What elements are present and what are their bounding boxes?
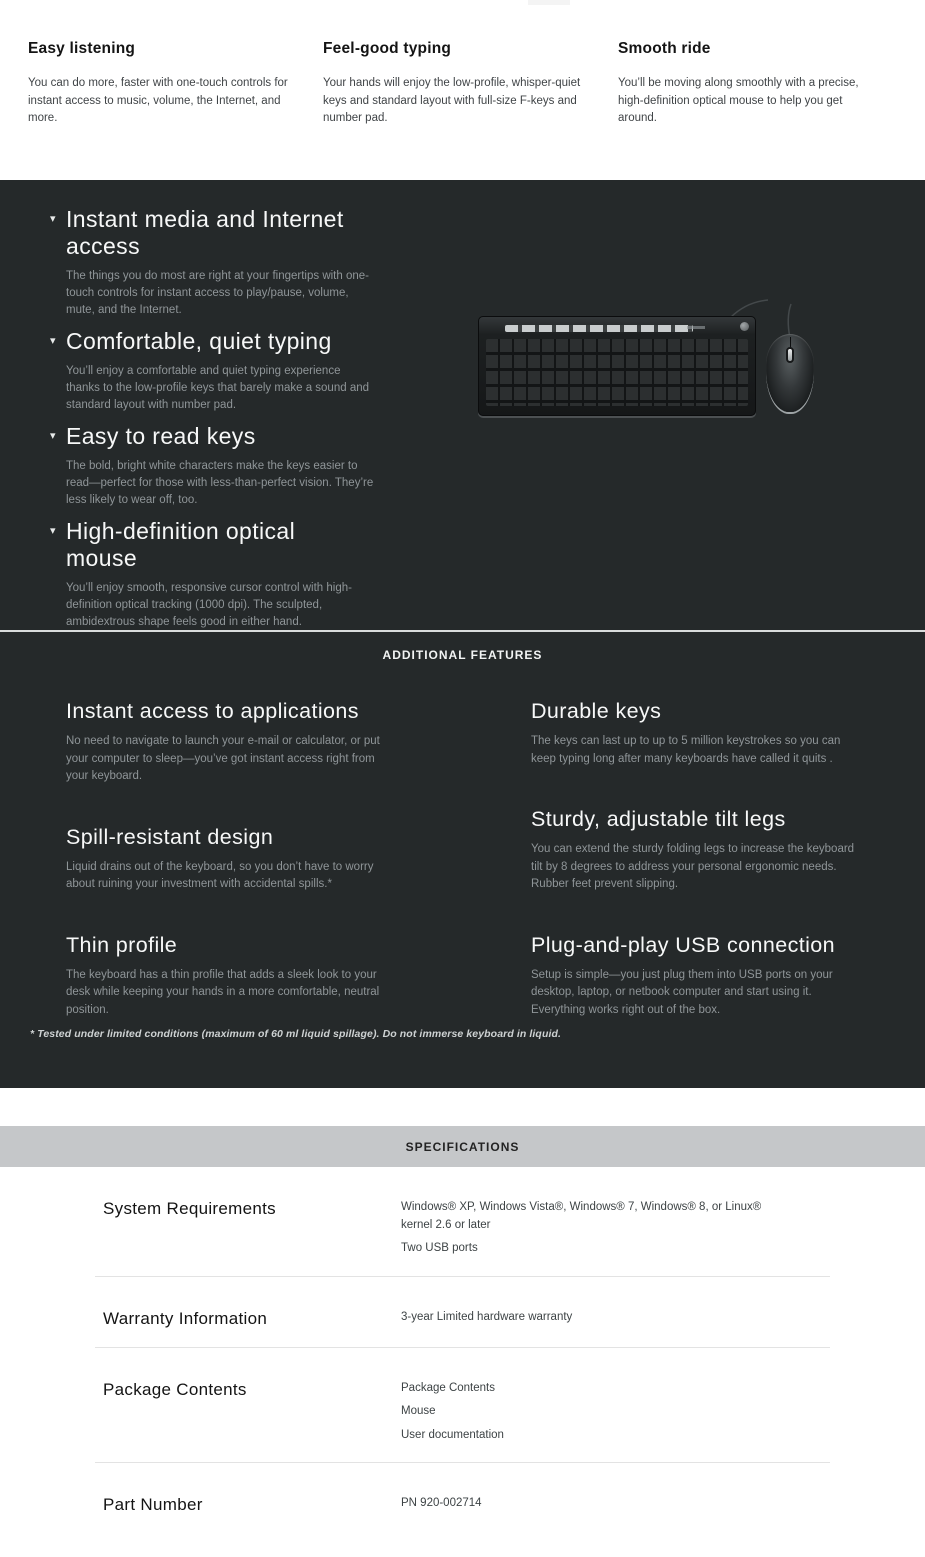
spec-value: PN 920-002714 [401, 1497, 482, 1509]
spec-value: Mouse [401, 1405, 436, 1417]
feature-title: Spill-resistant design [66, 824, 274, 849]
intro-feature-smooth-ride [618, 40, 880, 180]
additional-features-heading: ADDITIONAL FEATURES [382, 648, 543, 662]
logitech-logo-icon [740, 322, 749, 331]
triangle-bullet-icon: ▾ [50, 335, 56, 347]
feature-title: Instant access to applications [66, 699, 359, 723]
spec-value: 3-year Limited hardware warranty [401, 1310, 573, 1323]
spec-value: Package Contents [401, 1381, 495, 1394]
feature-accordion-header[interactable] [50, 518, 925, 572]
triangle-bullet-icon: ▾ [50, 213, 56, 225]
intro-feature-title: Smooth ride [618, 40, 711, 57]
page-top-artifact [528, 0, 570, 5]
feature-title: Instant media and Internet access [66, 206, 344, 259]
feature-title: Durable keys [531, 699, 662, 723]
feature-title: High-definition optical mouse [66, 518, 296, 571]
feature-instant-apps [66, 698, 384, 786]
spec-row-part-number [95, 1462, 830, 1533]
intro-feature-easy-listening [28, 40, 290, 180]
spec-values [401, 1199, 786, 1258]
spec-values [401, 1309, 786, 1329]
spec-value: Two USB ports [401, 1242, 478, 1254]
spec-row-warranty [95, 1276, 830, 1347]
spec-row-package-contents [95, 1347, 830, 1463]
intro-feature-body: You’ll be moving along smoothly with a precise, high-definition optical mouse to help you get around. [618, 77, 859, 124]
additional-features-section [0, 632, 925, 1088]
keyboard-media-keys [505, 325, 693, 332]
feature-title: Comfortable, quiet typing [66, 328, 332, 354]
intro-feature-feel-good-typing [323, 40, 585, 180]
feature-description: You’ll enjoy a comfortable and quiet typing experience thanks to the low-profile keys that barely make a sound and standard layout with number pad. [66, 365, 370, 411]
feature-description: The things you do most are right at your fingertips with one-touch controls for instant access to play/pause, volume, mute, and the Internet. [66, 270, 369, 316]
keyboard-model-mark [687, 326, 705, 329]
spec-label: Warranty Information [103, 1308, 268, 1328]
feature-description: You’ll enjoy smooth, responsive cursor control with high-definition optical tracking (1000 dpi). The sculpted, ambidextrous shape feels good in either hand. [66, 582, 352, 628]
product-image [478, 298, 823, 433]
intro-feature-title: Easy listening [28, 40, 136, 57]
feature-description: No need to navigate to launch your e-mail or calculator, or put your computer to sleep—you’ve got instant access right from your keyboard. [66, 735, 380, 782]
spec-values [401, 1380, 786, 1445]
feature-item-easy-read-keys [50, 423, 925, 509]
keyboard-image [478, 316, 756, 416]
feature-description: The bold, bright white characters make the keys easier to read—perfect for those with less-than-perfect vision. They’re less likely to wear off, too. [66, 460, 374, 506]
feature-tilt-legs [531, 806, 866, 894]
spec-value: Windows® XP, Windows Vista®, Windows® 7, Windows® 8, or Linux® kernel 2.6 or later [401, 1201, 762, 1231]
feature-description: The keyboard has a thin profile that adds a sleek look to your desk while keeping your hands in a more comfortable, neutral position. [66, 968, 380, 1016]
triangle-bullet-icon: ▾ [50, 525, 56, 537]
intro-feature-body: Your hands will enjoy the low-profile, whisper-quiet keys and standard layout with full-size F-keys and number pad. [323, 77, 581, 124]
additional-features-right-column [531, 698, 866, 1057]
spec-label: System Requirements [103, 1199, 276, 1218]
feature-title: Easy to read keys [66, 423, 256, 449]
spec-row-system-requirements [95, 1167, 830, 1276]
additional-features-left-column [66, 698, 384, 1057]
feature-title: Thin profile [66, 932, 178, 957]
feature-thin-profile [66, 932, 384, 1020]
spill-test-footnote: * Tested under limited conditions (maximum of 60 ml liquid spillage). Do not immerse keyboard in liquid. [30, 1028, 562, 1040]
spacer [0, 1088, 925, 1126]
intro-feature-strip [0, 0, 925, 180]
mouse-scroll-wheel [786, 347, 794, 363]
feature-description: Setup is simple—you just plug them into USB ports on your desktop, laptop, or netbook computer and start using it. Everything works right out of the box. [531, 968, 833, 1016]
specifications-heading: SPECIFICATIONS [405, 1139, 520, 1154]
keyboard-key-grid [486, 339, 748, 406]
feature-accordion-header[interactable] [50, 206, 925, 260]
feature-usb-connection [531, 932, 866, 1020]
spec-value: User documentation [401, 1428, 504, 1441]
additional-features-grid [0, 698, 925, 1057]
spec-values [401, 1495, 786, 1515]
specifications-table [95, 1167, 830, 1533]
feature-durable-keys [531, 698, 866, 768]
spec-label: Part Number [103, 1495, 203, 1514]
feature-description: You can extend the sturdy folding legs to increase the keyboard tilt by 8 degrees to address your personal ergonomic needs. Rubber feet prevent slipping. [531, 843, 855, 890]
feature-description: Liquid drains out of the keyboard, so you don’t have to worry about ruining your investment with accidental spills.* [66, 860, 374, 890]
feature-title: Sturdy, adjustable tilt legs [531, 807, 786, 831]
triangle-bullet-icon: ▾ [50, 430, 56, 442]
feature-title: Plug-and-play USB connection [531, 932, 836, 957]
intro-feature-body: You can do more, faster with one-touch controls for instant access to music, volume, the Internet, and more. [28, 77, 288, 124]
feature-item-hd-mouse [50, 518, 925, 630]
feature-spill-resistant [66, 824, 384, 894]
spec-label: Package Contents [103, 1379, 247, 1399]
main-features-section [0, 180, 925, 630]
intro-feature-title: Feel-good typing [323, 40, 452, 57]
mouse-image [766, 334, 814, 412]
specifications-header-bar [0, 1126, 925, 1167]
feature-description: The keys can last up to up to 5 million keystrokes so you can keep typing long after many keyboards have called it quits . [531, 735, 841, 765]
